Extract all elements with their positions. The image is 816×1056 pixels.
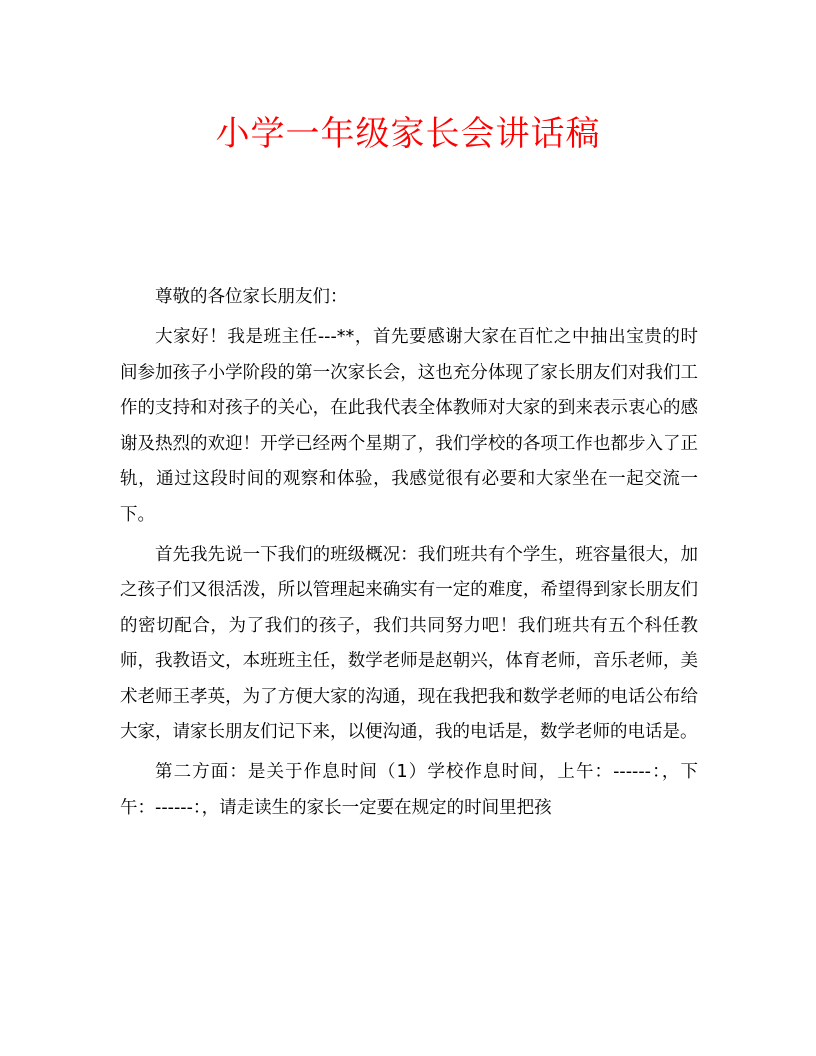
document-title: 小学一年级家长会讲话稿 [215, 114, 601, 154]
document-body [120, 280, 698, 831]
schedule-paragraph: 第二方面：是关于作息时间（1）学校作息时间，上午：------：，下午：------：，请走读生的家长一定要在规定的时间里把孩 [120, 762, 698, 818]
salutation-paragraph: 尊敬的各位家长朋友们： [155, 287, 348, 307]
class-overview-paragraph: 首先我先说一下我们的班级概况：我们班共有个学生，班容量很大，加之孩子们又很活泼，所以管理起来确实有一定的难度，希望得到家长朋友们的密切配合，为了我们的孩子，我们共同努力吧！我们班共有五个科任教师，我教语文，本班班主任，数学老师是赵朝兴，体育老师，音乐老师，美术老师王孝英，为了方便大家的沟通，现在我把我和数学老师的电话公布给大家，请家长朋友们记下来，以便沟通，我的电话是，数学老师的电话是。 [120, 544, 698, 743]
greeting-paragraph: 大家好！我是班主任---**，首先要感谢大家在百忙之中抽出宝贵的时间参加孩子小学阶段的第一次家长会，这也充分体现了家长朋友们对我们工作的支持和对孩子的关心，在此我代表全体教师对大家的到来表示衷心的感谢及热烈的欢迎！开学已经两个星期了，我们学校的各项工作也都步入了正轨，通过这段时间的观察和体验，我感觉很有必要和大家坐在一起交流一下。 [120, 327, 698, 525]
